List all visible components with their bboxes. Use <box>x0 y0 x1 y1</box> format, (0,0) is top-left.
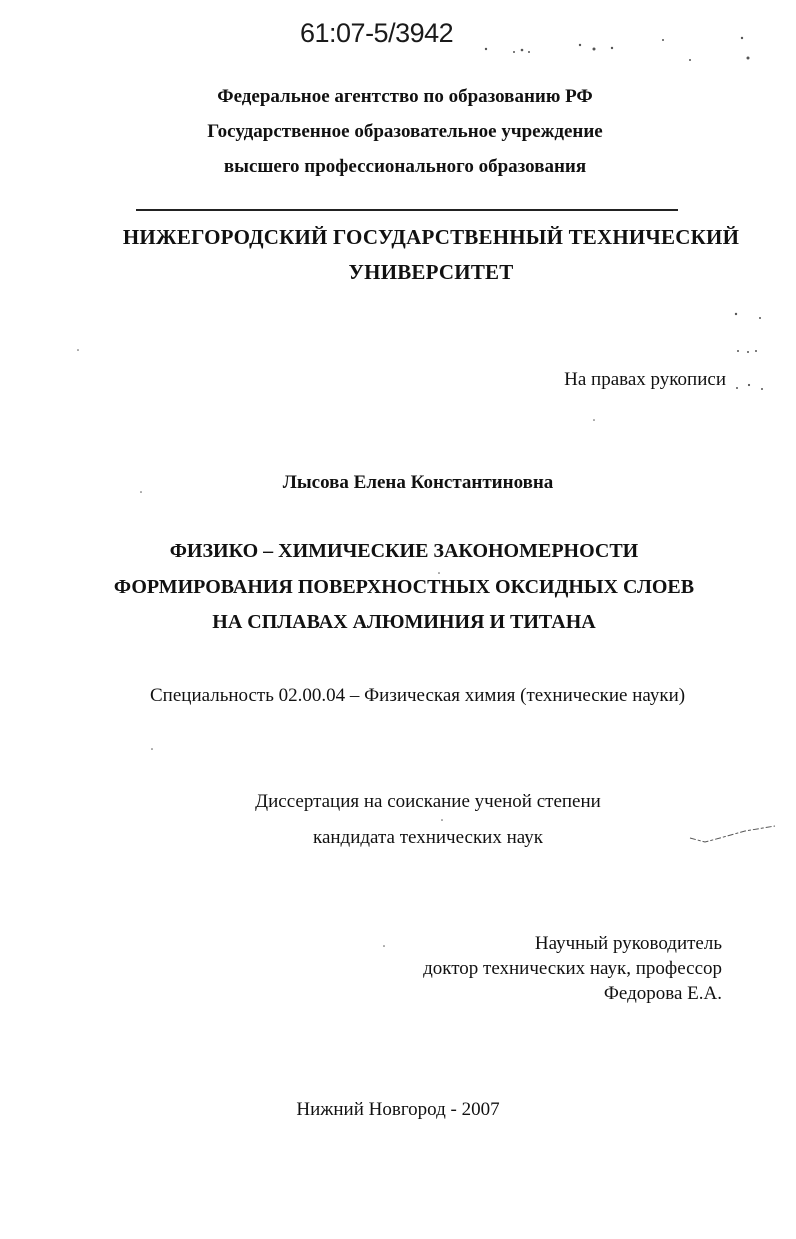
author-name: Лысова Елена Константиновна <box>282 472 554 493</box>
degree-line2: кандидата технических наук <box>313 827 543 848</box>
catalog-number: 61:07-5/3942 <box>300 18 454 48</box>
supervisor-role: Научный руководитель <box>534 933 722 954</box>
header-divider <box>136 209 678 211</box>
supervisor-title: доктор технических наук, профессор <box>423 958 722 979</box>
institution-type: Государственное образовательное учреждение <box>207 121 603 142</box>
supervisor-name: Федорова Е.А. <box>603 983 722 1004</box>
thesis-title-line2: ФОРМИРОВАНИЯ ПОВЕРХНОСТНЫХ ОКСИДНЫХ СЛОЕВ <box>113 576 695 598</box>
thesis-title-line3: НА СПЛАВАХ АЛЮМИНИЯ И ТИТАНА <box>212 611 596 633</box>
city-year: Нижний Новгород - 2007 <box>296 1099 500 1120</box>
thesis-title-line1: ФИЗИКО – ХИМИЧЕСКИЕ ЗАКОНОМЕРНОСТИ <box>169 540 639 562</box>
degree-line1: Диссертация на соискание ученой степени <box>255 791 601 812</box>
education-level: высшего профессионального образования <box>223 156 587 177</box>
agency-name: Федеральное агентство по образованию РФ <box>217 86 593 107</box>
manuscript-note: На правах рукописи <box>564 369 726 390</box>
university-name-line1: НИЖЕГОРОДСКИЙ ГОСУДАРСТВЕННЫЙ ТЕХНИЧЕСКИЙ <box>122 225 740 249</box>
university-name-line2: УНИВЕРСИТЕТ <box>348 260 514 284</box>
specialty: Специальность 02.00.04 – Физическая химия (технические науки) <box>150 685 686 706</box>
